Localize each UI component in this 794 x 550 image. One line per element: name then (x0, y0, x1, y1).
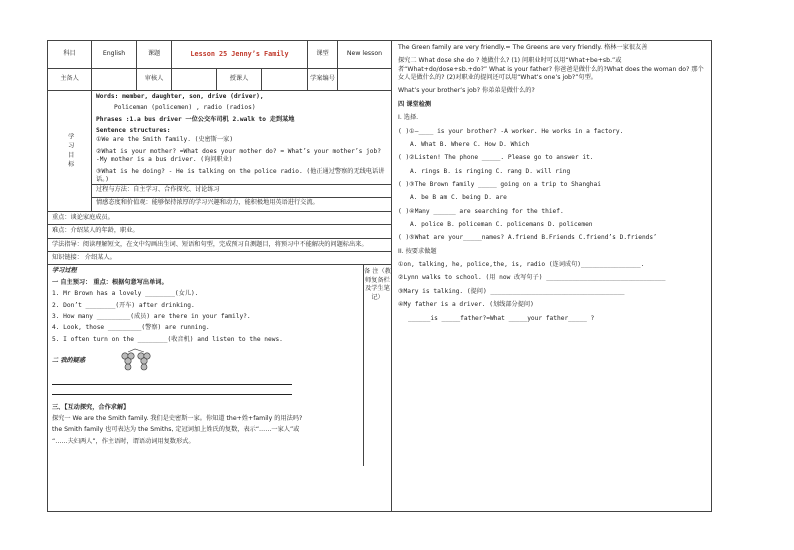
type-label: 课型 (308, 41, 338, 68)
choice-1-options: A. What B. Where C. How D. Which (410, 140, 530, 148)
preparer-value (92, 69, 137, 90)
explore-2: the Smith family 也可表达为 the Smiths, 定冠词加上姓氏的复数，表示“……一家人”或 (52, 426, 300, 434)
difficulty-row: 难点：介绍某人的年龄，职业。 (48, 225, 391, 238)
task-2: ②Lynn walks to school. (用 now 改写句子) ________________________________ (398, 274, 666, 282)
preparer-label: 主备人 (48, 69, 92, 90)
topic-label: 课题 (137, 41, 172, 68)
structure-3: ③What is he doing? - He is talking on the police radio. (他正通过警察的无线电话讲话。) (96, 167, 385, 183)
explore-3: “……夫妇两人”，作主语时，谓语动词用复数形式。 (52, 437, 195, 445)
preview-q4: 4. Look, those _________(警察) are running. (52, 324, 210, 332)
reviewer-label: 审核人 (137, 69, 172, 90)
number-value (338, 69, 391, 90)
preview-q1: 1. Mr Brown has a lovely ________(女儿). (52, 290, 199, 298)
preview-q3: 3. How many _________(成员) are there in your family?. (52, 312, 251, 320)
goals-process: 过程与方法：自主学习、合作探究、讨论练习 (92, 185, 391, 198)
requirements-head: II. 按要求做题 (398, 247, 437, 255)
teacher-label: 授课人 (217, 69, 262, 90)
method-row: 学法指导：阅读理解短文，在文中勾画出生词、短语和句型，完成预习自测题目，将预习中不能解决的问题标出来。 (48, 239, 391, 252)
green-family-note: The Green family are very friendly.= The Greens are very friendly. 格林一家很友善 (398, 44, 648, 51)
choice-3: ( )③The Brown family _____ going on a trip to Shanghai (398, 180, 601, 188)
notes-column: 备 注（教师复备栏及学生笔记） (364, 268, 391, 301)
select-head: I. 选择. (398, 114, 419, 122)
links-row: 知识链接： 介绍某人。 (48, 252, 391, 265)
goals-section (48, 91, 391, 212)
task-1: ①on, talking, he, police,the, is, radio (连词成句)________________. (398, 261, 645, 269)
choice-3-options: A. be B am C. being D. are (410, 194, 507, 202)
doubts-head: 二 我的疑惑 (52, 356, 86, 364)
grapes-icon (115, 348, 155, 374)
study-section (48, 265, 391, 466)
left-table (47, 40, 392, 512)
goals-knowledge (92, 91, 391, 185)
lesson-title: Lesson 25 Jenny’s Family (172, 41, 308, 68)
choice-4: ( )④Many ______ are searching for the thief. (398, 207, 564, 215)
goals-emotion: 情感态度和价值观：能够保持浓厚的学习兴趣和动力，能积极地用英语进行交流。 (96, 199, 319, 206)
words-line-2: Policeman (policemen) , radio (radios) (114, 104, 256, 112)
choice-2: ( )②Listen! The phone _____. Please go to answer it. (398, 154, 594, 162)
choice-2-options: A. rings B. is ringing C. rang D. will ring (410, 167, 571, 175)
study-head: 学习过程 (52, 267, 77, 275)
task-4: ④My father is a driver. (划线部分提问) (398, 301, 534, 309)
staff-row (48, 69, 391, 91)
focus-row: 重点：谈论家庭成员。 (48, 212, 391, 225)
preview-head: 一 自主预习： 重点：根据句意写出单词。 (52, 278, 168, 286)
header-row (48, 41, 391, 69)
teacher-value (262, 69, 308, 90)
subject-value: English (92, 41, 137, 68)
right-panel (391, 40, 712, 512)
subject-label: 科目 (48, 41, 92, 68)
number-label: 学案编号 (308, 69, 338, 90)
explore-1: 探究一 We are the Smith family. 我们是史密斯一家。你知道 the+姓+family 的用法吗? (52, 415, 303, 423)
goals-label: 学习目标 (48, 91, 92, 211)
structures-head: Sentence structures: (96, 127, 171, 135)
structure-1: ①We are the Smith family. (史密斯一家) (96, 136, 234, 144)
choice-1: ( )①—____ is your brother? -A worker. He works in a factory. (398, 127, 624, 135)
choice-5: ( )⑤What are your_____names? A.friend B.Friends C.friend’s D.friends’ (398, 234, 657, 242)
type-value: New lesson (346, 50, 383, 58)
test-head: 四 课堂检测 (398, 100, 432, 108)
explore-two-example: What’s your brother’s job? 你弟弟是做什么的? (398, 87, 535, 95)
reviewer-value (172, 69, 217, 90)
preview-q5: 5. I often turn on the ________(收音机) and listen to the news. (52, 335, 283, 343)
choice-4-options: A. police B. policeman C. policemans D. policemen (410, 221, 593, 229)
explore-two: 探究二 What dose she do ? 她做什么? (1) 问职业时可以用“What+be+sb.”或者“What+do/dose+sb.+do?” What is your father? 你爸爸是做什么的?What does the woman do? 那个女人是做什么的? (2)对职业的提问还可以用“What’s one’s job?”句型。 (398, 57, 704, 82)
interact-head: 三、【互动探究，合作求解】 (52, 403, 130, 411)
phrases-line: Phrases :1.a bus driver 一位公交车司机 2.walk to 走到某地 (96, 115, 295, 123)
preview-q2: 2. Don’t ________(开车) after drinking. (52, 301, 195, 309)
doubt-lines (52, 378, 359, 399)
task-5: ______is _____father?=What _____your father_____ ? (408, 314, 595, 322)
task-3: ③Mary is talking. (提问) ____________________________________ (398, 287, 625, 295)
structure-2: ②What is your mother? =What does your mother do? = What’s your mother’s job? -My mother is a bus driver. (询问职业) (96, 147, 381, 164)
words-line: Words: member, daughter, son, drive (driver), (96, 93, 264, 100)
